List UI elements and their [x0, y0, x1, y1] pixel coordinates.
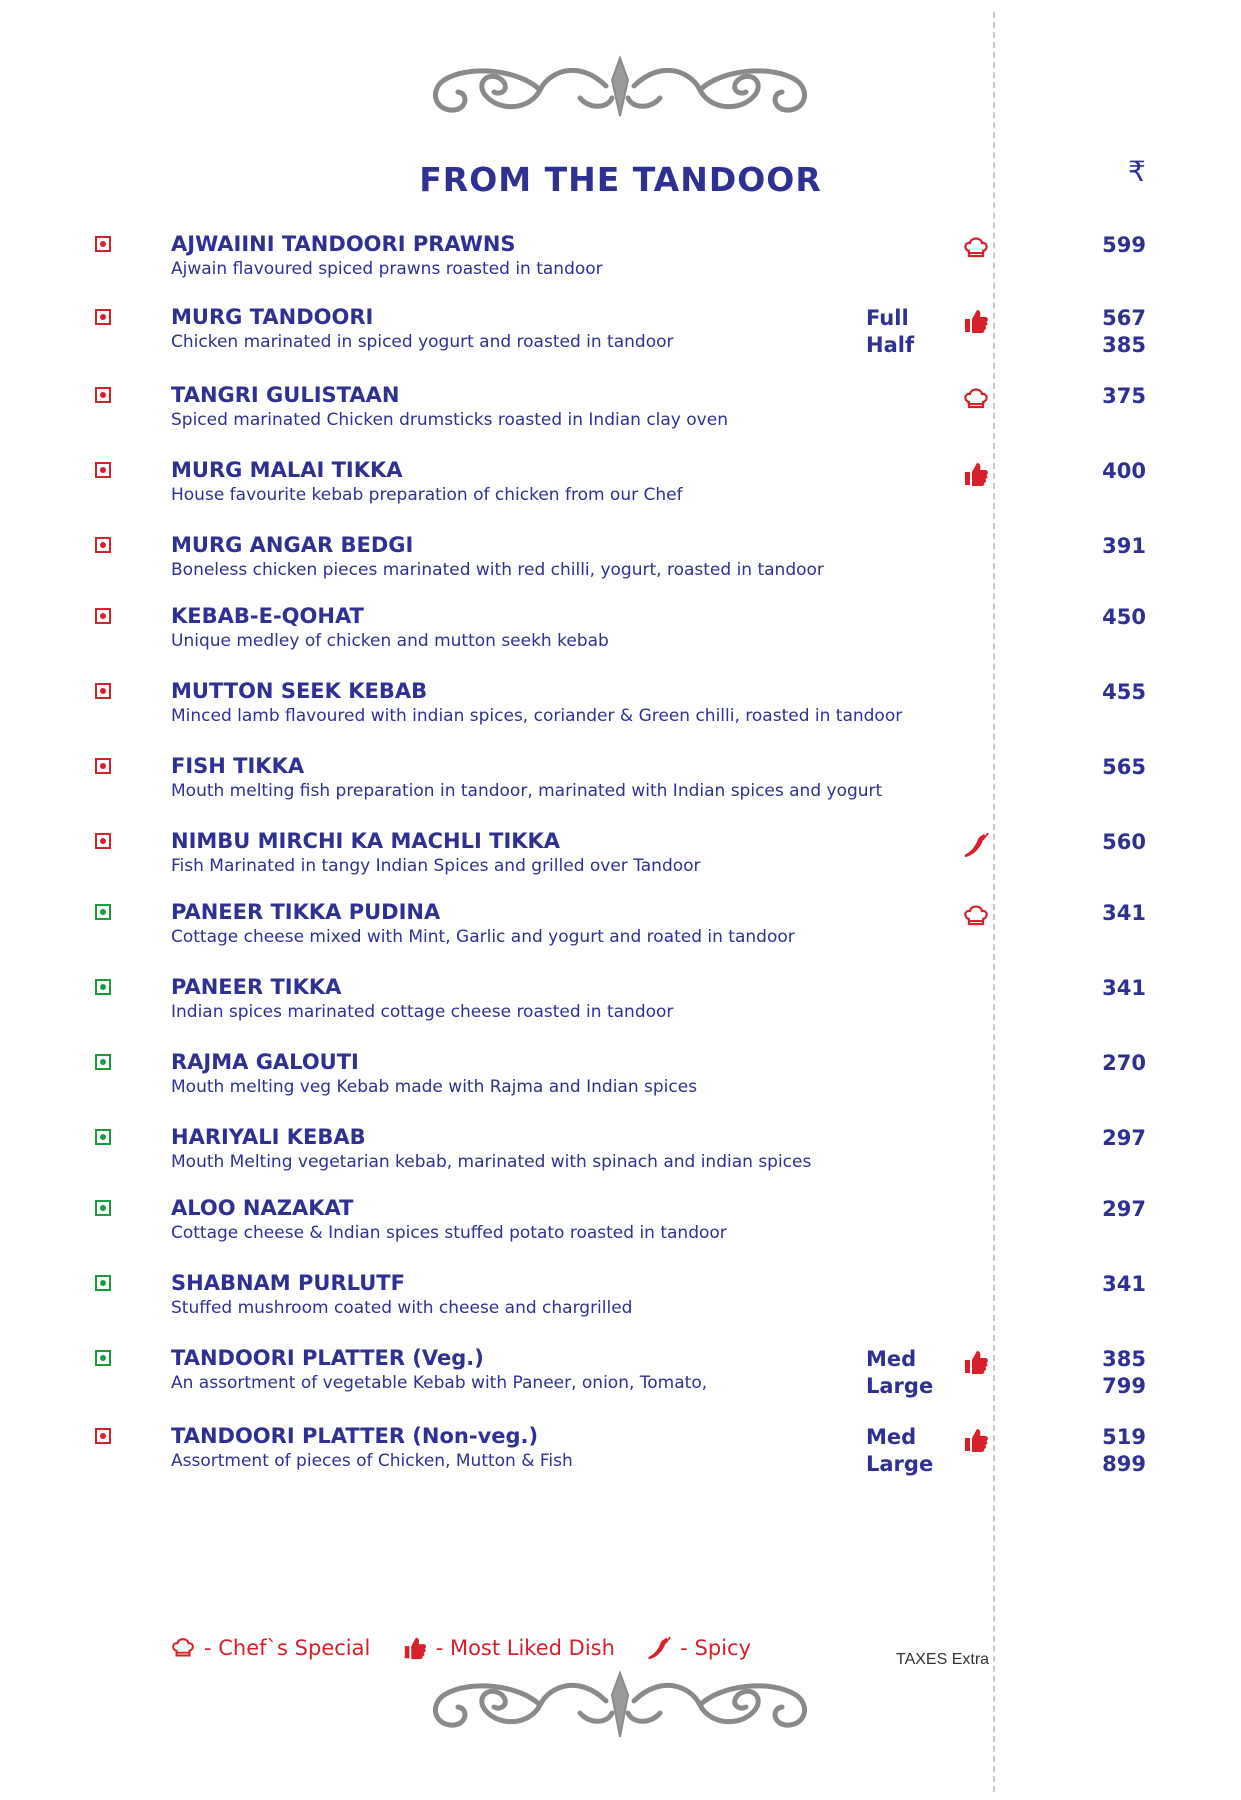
item-description: Minced lamb flavoured with indian spices, coriander & Green chilli, roasted in tandoor: [171, 706, 903, 726]
item-name: MURG TANDOORI: [171, 305, 374, 329]
item-name: PANEER TIKKA PUDINA: [171, 900, 441, 924]
item-size-label: Med: [866, 1347, 917, 1371]
item-name: AJWAIINI TANDOORI PRAWNS: [171, 232, 516, 256]
item-description: Mouth melting veg Kebab made with Rajma and Indian spices: [171, 1077, 698, 1097]
price-value: 375: [1102, 384, 1146, 408]
item-name: RAJMA GALOUTI: [171, 1050, 359, 1074]
item-description: Ajwain flavoured spiced prawns roasted in tandoor: [171, 259, 603, 279]
item-price: [1102, 754, 1146, 781]
thumbs-up-icon: [962, 307, 990, 335]
chef-hat-icon: [170, 1635, 196, 1661]
item-price: [1102, 383, 1146, 410]
item-name: MURG MALAI TIKKA: [171, 458, 403, 482]
price-value: 341: [1102, 1272, 1146, 1296]
item-description: Assortment of pieces of Chicken, Mutton & Fish: [171, 1451, 573, 1471]
price-value: 341: [1102, 976, 1146, 1000]
item-sizes: [866, 1346, 933, 1400]
item-name: FISH TIKKA: [171, 754, 305, 778]
nonveg-marker-icon: [95, 683, 111, 699]
legend-most-liked: - Most Liked Dish: [435, 1636, 615, 1660]
item-description: House favourite kebab preparation of chicken from our Chef: [171, 485, 683, 505]
nonveg-marker-icon: [95, 1428, 111, 1444]
menu-item: [0, 829, 1241, 899]
item-name: HARIYALI KEBAB: [171, 1125, 366, 1149]
nonveg-marker-icon: [95, 309, 111, 325]
item-description: Spiced marinated Chicken drumsticks roasted in Indian clay oven: [171, 410, 728, 430]
item-sizes: [866, 1424, 933, 1478]
item-price: [1102, 305, 1146, 359]
item-name: NIMBU MIRCHI KA MACHLI TIKKA: [171, 829, 561, 853]
nonveg-marker-icon: [95, 758, 111, 774]
menu-item: [0, 1050, 1241, 1120]
item-description: Cottage cheese mixed with Mint, Garlic and yogurt and roated in tandoor: [171, 927, 795, 947]
item-price: [1102, 604, 1146, 631]
section-title: FROM THE TANDOOR: [419, 160, 822, 199]
menu-item: [0, 232, 1241, 302]
item-description: Cottage cheese & Indian spices stuffed potato roasted in tandoor: [171, 1223, 727, 1243]
item-name: KEBAB-E-QOHAT: [171, 604, 364, 628]
veg-marker-icon: [95, 1275, 111, 1291]
price-value: 899: [1102, 1452, 1146, 1476]
nonveg-marker-icon: [95, 387, 111, 403]
price-value: 385: [1102, 1347, 1146, 1371]
item-description: Indian spices marinated cottage cheese roasted in tandoor: [171, 1002, 674, 1022]
menu-item: [0, 754, 1241, 824]
item-name: TANGRI GULISTAAN: [171, 383, 400, 407]
menu-item: [0, 604, 1241, 674]
menu-item: [0, 1196, 1241, 1266]
item-name: SHABNAM PURLUTF: [171, 1271, 405, 1295]
item-price: [1102, 679, 1146, 706]
item-name: MUTTON SEEK KEBAB: [171, 679, 428, 703]
nonveg-marker-icon: [95, 833, 111, 849]
nonveg-marker-icon: [95, 608, 111, 624]
veg-marker-icon: [95, 1200, 111, 1216]
item-description: Chicken marinated in spiced yogurt and roasted in tandoor: [171, 332, 674, 352]
menu-item: [0, 900, 1241, 970]
item-description: An assortment of vegetable Kebab with Paneer, onion, Tomato,: [171, 1373, 708, 1393]
thumbs-up-icon: [962, 1348, 990, 1376]
price-value: 297: [1102, 1197, 1146, 1221]
item-price: [1102, 232, 1146, 259]
price-value: 391: [1102, 534, 1146, 558]
currency-symbol: ₹: [1128, 155, 1146, 188]
legend-spicy: - Spicy: [680, 1636, 752, 1660]
chilli-icon: [962, 831, 990, 859]
menu-item: [0, 1424, 1241, 1494]
nonveg-marker-icon: [95, 236, 111, 252]
item-description: Fish Marinated in tangy Indian Spices and grilled over Tandoor: [171, 856, 701, 876]
menu-item: [0, 975, 1241, 1045]
menu-item: [0, 1125, 1241, 1195]
item-price: [1102, 975, 1146, 1002]
item-description: Mouth Melting vegetarian kebab, marinated with spinach and indian spices: [171, 1152, 812, 1172]
price-value: 450: [1102, 605, 1146, 629]
veg-marker-icon: [95, 1350, 111, 1366]
item-name: ALOO NAZAKAT: [171, 1196, 354, 1220]
price-value: 400: [1102, 459, 1146, 483]
item-size-label: Full: [866, 306, 909, 330]
menu-item: [0, 383, 1241, 453]
chef-hat-icon: [962, 902, 990, 930]
item-price: [1102, 533, 1146, 560]
thumbs-up-icon: [962, 460, 990, 488]
bottom-ornament: [430, 1665, 810, 1745]
chef-hat-icon: [962, 234, 990, 262]
menu-item: [0, 305, 1241, 375]
veg-marker-icon: [95, 979, 111, 995]
veg-marker-icon: [95, 1054, 111, 1070]
item-description: Mouth melting fish preparation in tandoor, marinated with Indian spices and yogurt: [171, 781, 883, 801]
item-price: [1102, 1424, 1146, 1478]
item-price: [1102, 900, 1146, 927]
top-ornament: [430, 50, 810, 130]
item-price: [1102, 829, 1146, 856]
item-name: TANDOORI PLATTER (Veg.): [171, 1346, 484, 1370]
item-size-label: Med: [866, 1425, 917, 1449]
item-description: Boneless chicken pieces marinated with red chilli, yogurt, roasted in tandoor: [171, 560, 824, 580]
chef-hat-icon: [962, 385, 990, 413]
price-value: 519: [1102, 1425, 1146, 1449]
nonveg-marker-icon: [95, 537, 111, 553]
item-price: [1102, 1196, 1146, 1223]
taxes-note: TAXES Extra: [896, 1651, 990, 1668]
item-sizes: [866, 305, 914, 359]
chilli-icon: [646, 1635, 672, 1661]
price-value: 455: [1102, 680, 1146, 704]
price-value: 567: [1102, 306, 1146, 330]
legend-chef-special: - Chef`s Special: [204, 1636, 371, 1660]
menu-item: [0, 679, 1241, 749]
item-price: [1102, 458, 1146, 485]
menu-item: [0, 1346, 1241, 1416]
price-value: 385: [1102, 333, 1146, 357]
nonveg-marker-icon: [95, 462, 111, 478]
item-description: Unique medley of chicken and mutton seekh kebab: [171, 631, 609, 651]
veg-marker-icon: [95, 1129, 111, 1145]
menu-item: [0, 1271, 1241, 1341]
price-value: 799: [1102, 1374, 1146, 1398]
item-price: [1102, 1125, 1146, 1152]
item-size-label: Large: [866, 1374, 934, 1398]
item-name: MURG ANGAR BEDGI: [171, 533, 414, 557]
price-value: 341: [1102, 901, 1146, 925]
item-name: TANDOORI PLATTER (Non-veg.): [171, 1424, 539, 1448]
item-description: Stuffed mushroom coated with cheese and chargrilled: [171, 1298, 633, 1318]
item-size-label: Half: [866, 333, 915, 357]
price-value: 297: [1102, 1126, 1146, 1150]
menu-item: [0, 458, 1241, 528]
thumbs-up-icon: [402, 1635, 428, 1661]
price-value: 560: [1102, 830, 1146, 854]
item-size-label: Large: [866, 1452, 934, 1476]
thumbs-up-icon: [962, 1426, 990, 1454]
price-value: 599: [1102, 233, 1146, 257]
item-name: PANEER TIKKA: [171, 975, 342, 999]
veg-marker-icon: [95, 904, 111, 920]
item-price: [1102, 1050, 1146, 1077]
menu-item: [0, 533, 1241, 603]
item-price: [1102, 1271, 1146, 1298]
item-price: [1102, 1346, 1146, 1400]
price-value: 270: [1102, 1051, 1146, 1075]
price-value: 565: [1102, 755, 1146, 779]
